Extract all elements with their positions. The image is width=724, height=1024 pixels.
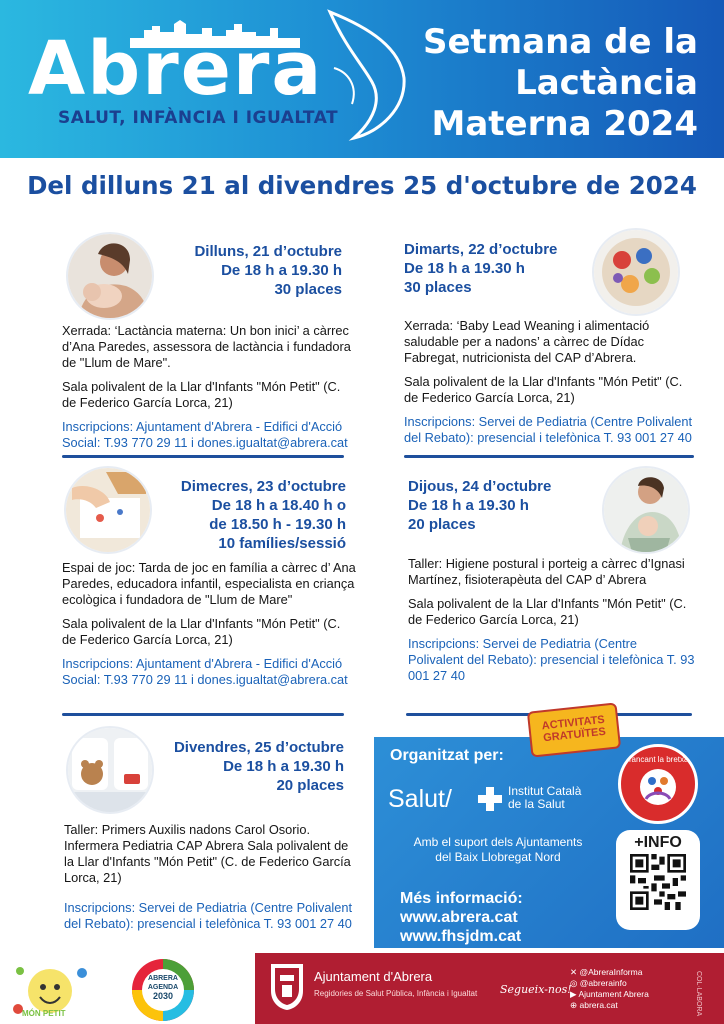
event-places: 10 famílies/sessió: [218, 535, 346, 552]
footer: [0, 953, 724, 1024]
event-meta: [404, 240, 584, 297]
event-body: [64, 822, 360, 932]
support-line: Amb el suport dels Ajuntaments: [413, 835, 583, 849]
baby-food-plate-photo: [592, 228, 680, 316]
support-line: del Baix Llobregat Nord: [435, 850, 561, 864]
social-handle: Ajuntament Abrera: [578, 989, 649, 999]
family-icon: [638, 767, 678, 807]
event-body: [62, 560, 358, 688]
seal-text: Tancant la bretxa: [627, 755, 689, 764]
agenda-line: 2030: [152, 991, 174, 1001]
follow-us: Segueix-nos!: [500, 983, 572, 996]
agenda-line: AGENDA: [147, 984, 179, 991]
event-description: Taller: Primers Auxilis nadons Carol Osorio. Infermera Pediatria CAP Abrera Sala polivalent de la Llar d'Infants "Món Petit" (C. de Federico García Lorca, 21): [64, 822, 351, 885]
instagram-icon: ◎: [570, 978, 580, 988]
brand-name: Abrera: [28, 26, 324, 112]
event-inscription: Inscripcions: Servei de Pediatria (Centre Polivalent del Rebato): presencial i telefònica T. 93 001 27 40: [408, 636, 695, 683]
mother-breastfeeding-photo: [66, 232, 154, 320]
council-name: Ajuntament d'Abrera: [314, 969, 433, 984]
event-card-dijous: [406, 464, 706, 714]
event-venue: Sala polivalent de la Llar d'Infants "Món Petit" (C. de Federico García Lorca, 21): [62, 616, 341, 647]
section-divider: [404, 455, 694, 458]
event-card-dimecres: [62, 464, 362, 714]
salut-logo: Salut/: [388, 785, 452, 813]
institut-line: Institut Català: [508, 784, 582, 798]
event-time: De 18 h a 19.30 h: [221, 262, 342, 279]
social-handle: @abrerainfo: [579, 978, 627, 988]
event-day: Divendres, 25 d’octubre: [173, 739, 344, 756]
section-divider: [62, 455, 344, 458]
event-inscription: Inscripcions: Servei de Pediatria (Centre Polivalent del Rebato): presencial i telefònica T. 93 001 27 40: [64, 900, 353, 931]
event-meta: [172, 738, 344, 795]
event-description: Espai de joc: Tarda de joc en família a càrrec d’ Ana Paredes, educadora infantil, especialista en criança ecològica i fundadora de "Llum de Mare": [62, 560, 356, 607]
event-day: Dilluns, 21 d’octubre: [194, 243, 342, 260]
council-shield-icon: [270, 963, 304, 1011]
youtube-icon: ▶: [570, 989, 579, 999]
social-handle: abrera.cat: [579, 1000, 618, 1010]
mon-petit-text: MÓN PETIT: [22, 1009, 66, 1018]
agenda-2030-text: [143, 974, 183, 1001]
date-range: Del dilluns 21 al divendres 25 d'octubre de 2024: [27, 171, 697, 200]
header-banner: [0, 0, 724, 158]
website-link[interactable]: www.fhsjdm.cat: [400, 928, 522, 945]
globe-icon: ⊕: [570, 1000, 580, 1010]
event-places: 30 places: [404, 279, 472, 296]
babywearing-photo: [602, 466, 690, 554]
event-places: 30 places: [274, 281, 342, 298]
event-card-dimarts: [402, 228, 702, 458]
institut-name: [508, 785, 581, 811]
event-venue: Sala polivalent de la Llar d'Infants "Món Petit" (C. de Federico García Lorca, 21): [408, 596, 687, 627]
qr-code-icon[interactable]: [630, 854, 686, 910]
health-cross-icon: [478, 787, 502, 811]
event-title-line: Setmana de la: [423, 22, 698, 62]
event-title-line: Materna 2024: [431, 104, 698, 144]
social-youtube[interactable]: [570, 989, 649, 1000]
institut-line: de la Salut: [508, 797, 565, 811]
event-day: Dimarts, 22 d’octubre: [404, 241, 558, 258]
social-links: [570, 967, 649, 1011]
event-time: de 18.50 h - 19.30 h: [209, 516, 346, 533]
event-meta: [172, 242, 342, 299]
more-info-label: Més informació:: [400, 890, 523, 907]
social-instagram[interactable]: [570, 978, 649, 989]
x-icon: ✕: [570, 967, 580, 977]
event-time: De 18 h a 19.30 h: [223, 758, 344, 775]
council-departments: Regidories de Salut Pública, Infància i Igualtat: [314, 989, 478, 998]
event-title: [398, 22, 698, 145]
free-activities-badge: ACTIVITATS GRATUÏTES: [527, 702, 621, 757]
event-time: De 18 h a 19.30 h: [408, 497, 529, 514]
event-card-divendres: [62, 726, 362, 951]
event-description: Xerrada: ‘Lactància materna: Un bon inici’ a càrrec d’Ana Paredes, assessora de lactància i fundadora de "Llum de Mare".: [62, 323, 351, 370]
baby-play-photo: [64, 466, 152, 554]
event-body: [62, 323, 358, 451]
event-venue: Sala polivalent de la Llar d'Infants "Món Petit" (C. de Federico García Lorca, 21): [62, 379, 341, 410]
event-description: Xerrada: ‘Baby Lead Weaning i alimentació saludable per a nadons’ a càrrec de Dídac Fabregat, nutricionista del CAP d’Abrera.: [404, 318, 650, 365]
section-divider: [62, 713, 344, 716]
event-inscription: Inscripcions: Servei de Pediatria (Centre Polivalent del Rebato): presencial i telefònica T. 93 001 27 40: [404, 414, 693, 445]
event-title-line: Lactància: [515, 63, 698, 103]
collabora-label: COL·LABORA: [695, 971, 702, 1017]
more-info-label: +INFO: [634, 834, 682, 851]
event-meta: [158, 477, 346, 553]
event-places: 20 places: [276, 777, 344, 794]
more-info: [400, 889, 523, 946]
social-twitter[interactable]: [570, 967, 649, 978]
organizer-label: Organitzat per:: [390, 747, 504, 764]
event-description: Taller: Higiene postural i porteig a càrrec d’Ignasi Martínez, fisioterapèuta del CAP d’ Abrera: [408, 556, 685, 587]
event-places: 20 places: [408, 516, 476, 533]
website-link[interactable]: www.abrera.cat: [400, 909, 518, 926]
event-body: [404, 318, 700, 446]
teddy-bear-photo: [66, 726, 154, 814]
event-body: [408, 556, 696, 684]
qr-code-panel[interactable]: [616, 830, 700, 930]
event-meta: [408, 477, 588, 534]
event-day: Dimecres, 23 d’octubre: [180, 478, 346, 495]
social-handle: @AbreraInforma: [579, 967, 643, 977]
event-inscription: Inscripcions: Ajuntament d'Abrera - Edifici d'Acció Social: T.93 770 29 11 i dones.igualtat@abrera.cat: [62, 656, 348, 687]
support-text: [374, 835, 622, 865]
social-web[interactable]: [570, 1000, 649, 1011]
event-time: De 18 h a 19.30 h: [404, 260, 525, 277]
event-inscription: Inscripcions: Ajuntament d'Abrera - Edifici d'Acció Social: T.93 770 29 11 i dones.igualtat@abrera.cat: [62, 419, 348, 450]
closing-gap-seal: [618, 744, 698, 824]
brand-subtitle: SALUT, INFÀNCIA I IGUALTAT: [58, 108, 339, 128]
event-venue: Sala polivalent de la Llar d'Infants "Món Petit" (C. de Federico García Lorca, 21): [404, 374, 683, 405]
event-day: Dijous, 24 d’octubre: [408, 478, 552, 495]
agenda-line: ABRERA: [148, 975, 178, 982]
event-time: De 18 h a 18.40 h o: [211, 497, 346, 514]
